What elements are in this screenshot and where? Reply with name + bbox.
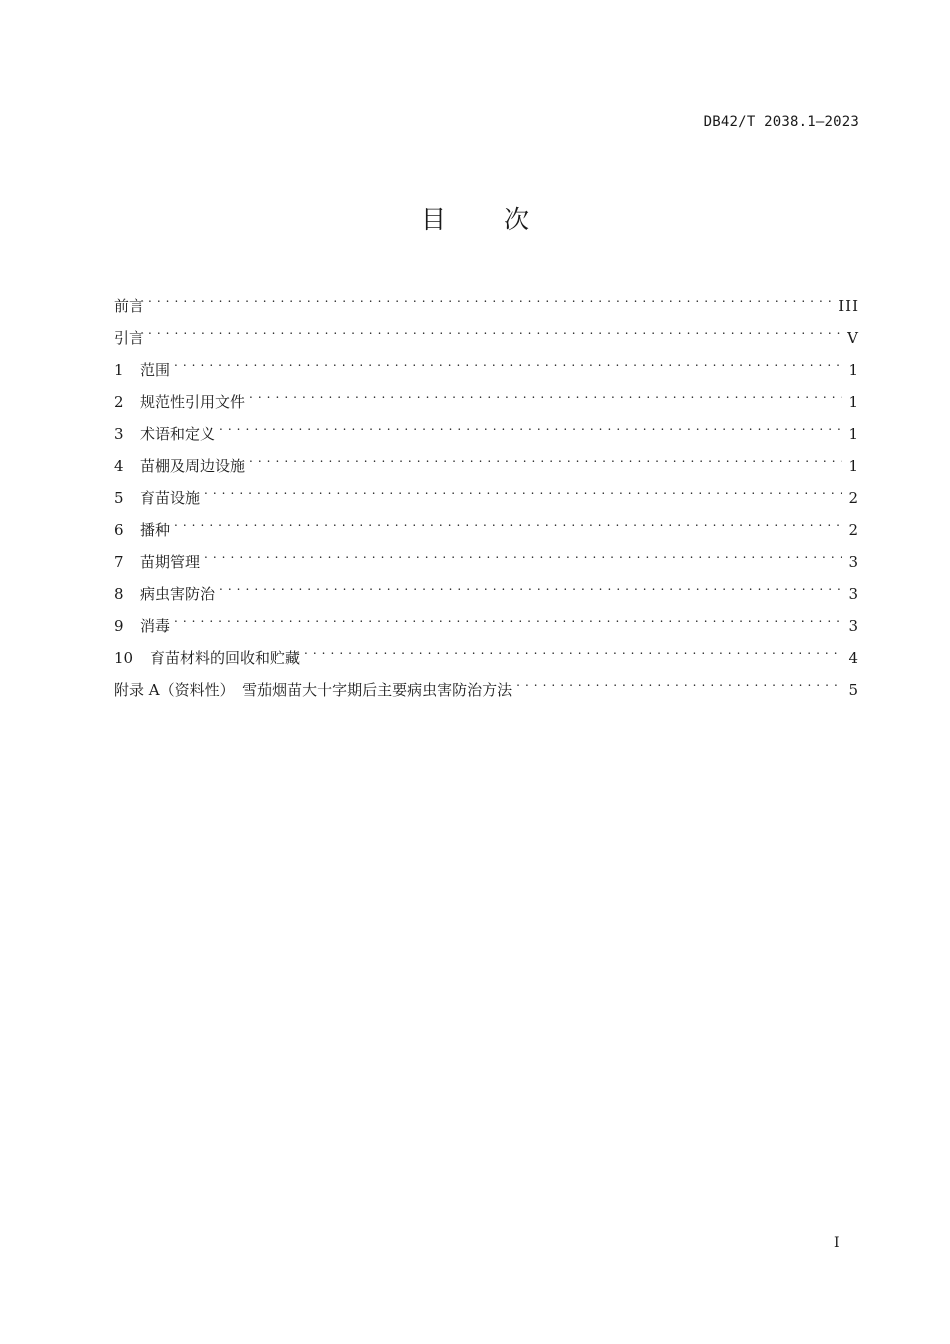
toc-entry-label: 术语和定义 bbox=[140, 425, 216, 443]
toc-entry-label: 播种 bbox=[140, 521, 171, 539]
toc-entry-1[interactable] bbox=[114, 349, 859, 381]
toc-entry-page: 4 bbox=[848, 649, 859, 667]
page-number: I bbox=[834, 1235, 840, 1251]
toc-leader-dots bbox=[174, 509, 842, 535]
toc-entry-page: 3 bbox=[848, 617, 859, 635]
document-code: DB42/T 2038.1—2023 bbox=[703, 114, 859, 130]
toc-leader-dots bbox=[249, 445, 842, 471]
toc-entry-page: 3 bbox=[848, 585, 859, 603]
toc-entry-page: 2 bbox=[848, 521, 859, 539]
toc-entry-label: 前言 bbox=[114, 297, 145, 315]
toc-leader-dots bbox=[148, 285, 832, 311]
toc-entry-6[interactable] bbox=[114, 509, 859, 541]
toc-entry-label: 育苗设施 bbox=[140, 489, 201, 507]
toc-entry-10[interactable] bbox=[114, 637, 859, 669]
toc-entry-number: 8 bbox=[114, 585, 124, 603]
page-title bbox=[0, 200, 950, 236]
toc-entry-label: 规范性引用文件 bbox=[140, 393, 246, 411]
toc-entry-page: 1 bbox=[848, 393, 859, 411]
toc-leader-dots bbox=[304, 637, 842, 663]
toc-entry-5[interactable] bbox=[114, 477, 859, 509]
toc-entry-number: 7 bbox=[114, 553, 124, 571]
toc-entry-foreword[interactable] bbox=[114, 285, 859, 317]
toc-entry-label: 苗棚及周边设施 bbox=[140, 457, 246, 475]
toc-entry-page: 1 bbox=[848, 457, 859, 475]
toc-entry-introduction[interactable] bbox=[114, 317, 859, 349]
toc-leader-dots bbox=[219, 573, 842, 599]
toc-entry-page: 1 bbox=[848, 361, 859, 379]
toc-entry-9[interactable] bbox=[114, 605, 859, 637]
toc-entry-8[interactable] bbox=[114, 573, 859, 605]
toc-leader-dots bbox=[516, 669, 842, 695]
toc-entry-appendix-a[interactable] bbox=[114, 669, 859, 701]
toc-entry-4[interactable] bbox=[114, 445, 859, 477]
toc-entry-number: 9 bbox=[114, 617, 124, 635]
toc-leader-dots bbox=[249, 381, 842, 407]
table-of-contents bbox=[114, 285, 859, 701]
toc-entry-label: 病虫害防治 bbox=[140, 585, 216, 603]
toc-leader-dots bbox=[174, 349, 842, 375]
toc-entry-number: 3 bbox=[114, 425, 124, 443]
toc-entry-number: 1 bbox=[114, 361, 124, 379]
toc-entry-label: 附录 A（资料性） 雪茄烟苗大十字期后主要病虫害防治方法 bbox=[114, 681, 513, 699]
toc-entry-number: 6 bbox=[114, 521, 124, 539]
toc-entry-2[interactable] bbox=[114, 381, 859, 413]
title-char-1: 目 bbox=[420, 205, 446, 234]
toc-entry-page: 2 bbox=[848, 489, 859, 507]
toc-entry-label: 育苗材料的回收和贮藏 bbox=[150, 649, 301, 667]
toc-entry-number: 4 bbox=[114, 457, 124, 475]
toc-leader-dots bbox=[219, 413, 842, 439]
toc-entry-page: III bbox=[838, 297, 859, 315]
toc-entry-number: 5 bbox=[114, 489, 124, 507]
toc-entry-label: 消毒 bbox=[140, 617, 171, 635]
toc-entry-number: 2 bbox=[114, 393, 124, 411]
toc-entry-page: V bbox=[847, 329, 859, 347]
toc-leader-dots bbox=[204, 477, 842, 503]
toc-entry-label: 引言 bbox=[114, 329, 145, 347]
toc-entry-label: 苗期管理 bbox=[140, 553, 201, 571]
toc-entry-page: 3 bbox=[848, 553, 859, 571]
toc-leader-dots bbox=[204, 541, 842, 567]
toc-entry-3[interactable] bbox=[114, 413, 859, 445]
toc-leader-dots bbox=[148, 317, 841, 343]
toc-entry-label: 范围 bbox=[140, 361, 171, 379]
toc-entry-number: 10 bbox=[114, 649, 134, 667]
toc-leader-dots bbox=[174, 605, 842, 631]
toc-entry-7[interactable] bbox=[114, 541, 859, 573]
title-char-2: 次 bbox=[504, 205, 530, 234]
toc-entry-page: 5 bbox=[848, 681, 859, 699]
toc-entry-page: 1 bbox=[848, 425, 859, 443]
